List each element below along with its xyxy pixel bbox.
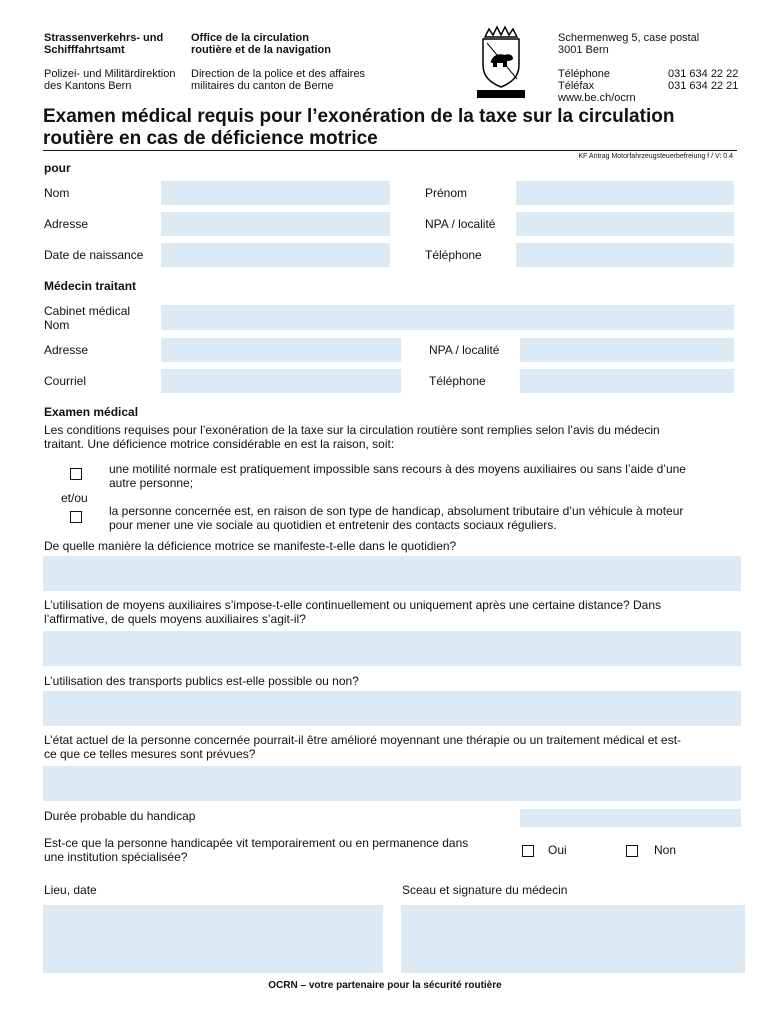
phone-value: 031 634 22 22 [668,68,739,80]
answer-3-field[interactable] [43,691,741,726]
logo-bar [477,90,525,98]
phone-label: Téléphone [558,68,610,80]
telephone-field[interactable] [516,243,734,267]
naissance-field[interactable] [161,243,390,267]
medecin-npa-field[interactable] [520,338,734,362]
examen-intro: Les conditions requises pour l’exonération de la taxe sur la circulation routière sont remplies selon l’avis du médecin traitant. Une déficience motrice considérable en est la raison, soit: [44,423,660,451]
answer-1-field[interactable] [43,556,741,591]
form-reference: KF Antrag Motorfahrzeugsteuerbefreiung f / V: 0.4 [578,153,733,160]
non-label: Non [654,843,677,857]
medecin-telephone-field[interactable] [520,369,734,393]
lieu-date-field[interactable] [43,905,383,973]
option2-text: la personne concernée est, en raison de son type de handicap, absolument tributaire d’un véhicule à moteur pour mener une vie sociale au quotidien et entretenir des contacts sociaux réguliers. [109,504,684,532]
nom-label: Nom [44,186,70,200]
courriel-field[interactable] [161,369,401,393]
nom-field[interactable] [161,181,390,205]
sceau-field[interactable] [401,905,745,973]
option2-checkbox[interactable] [70,511,82,523]
medecin-adresse-field[interactable] [161,338,401,362]
non-checkbox[interactable] [626,845,638,857]
sceau-label: Sceau et signature du médecin [402,883,568,897]
duree-field[interactable] [520,809,741,827]
option1-text: une motilité normale est pratiquement impossible sans recours à des moyens auxiliaires ou sans l’aide d’une autre personne; [109,462,686,490]
npa-label: NPA / localité [425,217,496,231]
question-2: L’utilisation de moyens auxiliaires s’impose-t-elle continuellement ou uniquement après une certaine distance? Dans l’affirmative, de quels moyens auxiliaires s’agit-il? [44,598,662,626]
website-link[interactable]: www.be.ch/ocrn [558,92,636,104]
etou-label: et/ou [61,491,88,505]
courriel-label: Courriel [44,374,87,388]
npa-field[interactable] [516,212,734,236]
office-name-de: Strassenverkehrs- und Schifffahrtsamt [44,32,164,56]
cabinet-label: Cabinet médical Nom [44,304,131,332]
page-title: Examen médical requis pour l’exonération de la taxe sur la circulation routière en cas de déficience motrice [43,106,675,149]
answer-4-field[interactable] [43,766,741,801]
adresse-label: Adresse [44,217,89,231]
medecin-adresse-label: Adresse [44,343,89,357]
duree-label: Durée probable du handicap [44,809,196,823]
direction-fr: Direction de la police et des affaires militaires du canton de Berne [191,68,366,92]
lieu-date-label: Lieu, date [44,883,97,897]
direction-de: Polizei- und Militärdirektion des Kantons Bern [44,68,176,92]
answer-2-field[interactable] [43,631,741,666]
section-examen-heading: Examen médical [44,405,139,419]
oui-checkbox[interactable] [522,845,534,857]
option1-checkbox[interactable] [70,468,82,480]
question-1: De quelle manière la déficience motrice se manifeste-t-elle dans le quotidien? [44,539,457,553]
office-address: Schermenweg 5, case postal 3001 Bern [558,32,700,56]
fax-label: Téléfax [558,80,595,92]
footer-tagline: OCRN – votre partenaire pour la sécurité routière [268,980,502,991]
institution-question: Est-ce que la personne handicapée vit temporairement ou en permanence dans une institution spécialisée? [44,836,469,864]
cabinet-field[interactable] [161,305,734,330]
naissance-label: Date de naissance [44,248,144,262]
title-divider [43,150,737,151]
section-pour-heading: pour [44,161,71,175]
office-name-fr: Office de la circulation routière et de la navigation [191,32,331,56]
adresse-field[interactable] [161,212,390,236]
prenom-label: Prénom [425,186,468,200]
medecin-npa-label: NPA / localité [429,343,500,357]
oui-label: Oui [548,843,567,857]
question-3: L’utilisation des transports publics est-elle possible ou non? [44,674,359,688]
fax-value: 031 634 22 21 [668,80,739,92]
section-medecin-heading: Médecin traitant [44,279,137,293]
prenom-field[interactable] [516,181,734,205]
question-4: L’état actuel de la personne concernée pourrait-il être amélioré moyennant une thérapie ou un traitement médical et est- ce que ce telles mesures sont prévues? [44,733,682,761]
medecin-telephone-label: Téléphone [429,374,486,388]
telephone-label: Téléphone [425,248,482,262]
